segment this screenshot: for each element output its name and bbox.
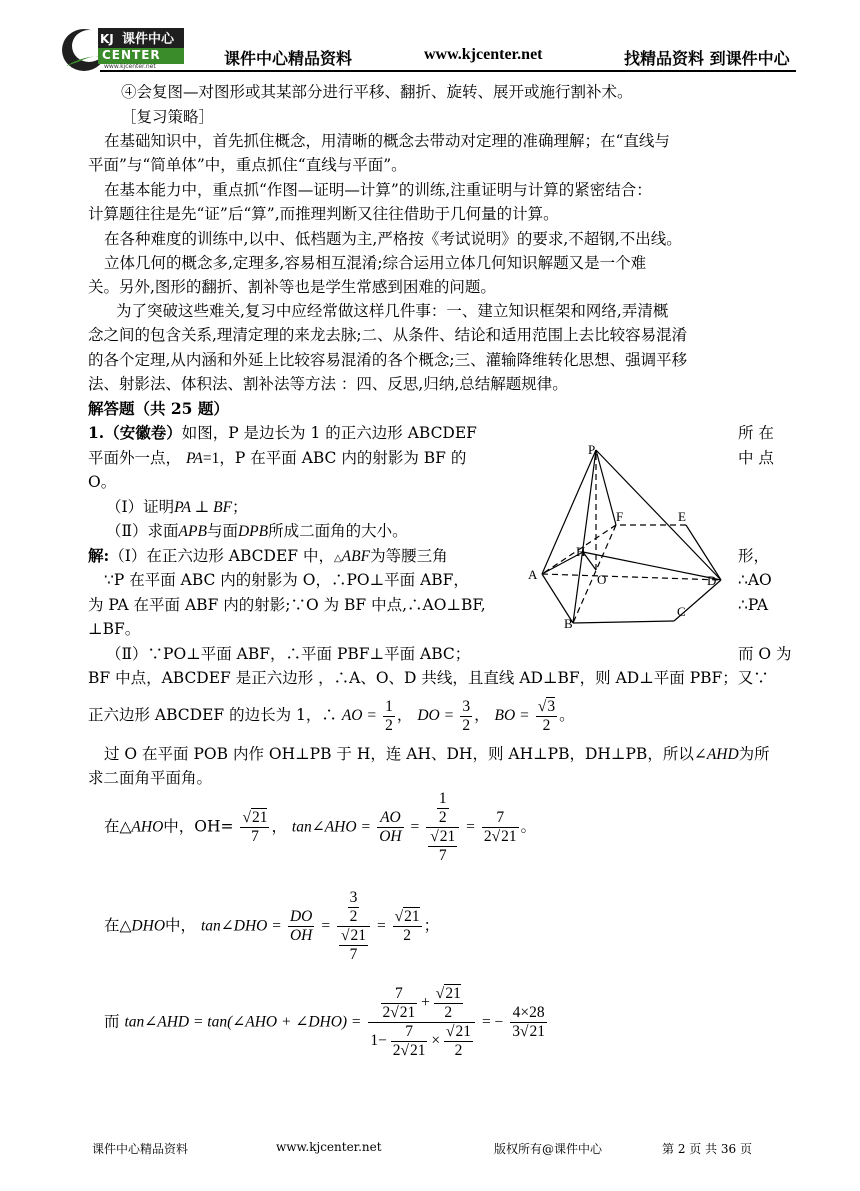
frac-sqrt3-half: $\frac{√3}{2}$ [537,697,556,734]
para-4a: 立体几何的概念多,定理多,容易相互混淆;综合运用立体几何知识解题又是一个难 [104,254,647,272]
solution-line-1: 解:（Ⅰ）在正六边形 ABCDEF 中，△ABF为等腰三角 [88,546,448,565]
tan-dho-line: 在△DHO中， tan∠DHO = $\frac{DO}{OH}$ = $\frac{\frac{3}{2}}{\frac{√21}{7}}$ = $\frac{√21}{2}$ ； [104,889,440,963]
solution-line-3-tail: ∴PA [738,596,769,614]
solution-line-2: ∵P 在平面 ABC 内的射影为 O，∴PO⊥平面 ABF， [104,571,469,589]
compound-frac-ahd: $\frac{7}{2√21}$ + $\frac{√21}{2}$ 1− $\frac{7}{2√21}$ × $\frac{√21}{2}$ [368,985,475,1060]
para-2b: 计算题往往是先“证”后“算”,而推理判断又往往借助于几何量的计算。 [88,205,559,223]
review-item-4: ④会复图—对图形或其某部分进行平移、翻折、旋转、展开或施行割补术。 [121,83,633,101]
frac-one-half: $\frac{1}{2}$ [385,697,393,734]
logo-text-en: CENTER [102,48,161,62]
problem-line-2-tail: 中 点 [738,449,774,467]
para-1a: 在基础知识中，首先抓住概念，用清晰的概念去带动对定理的准确理解；在“直线与 [104,132,670,150]
footer-left: 课件中心精品资料 [92,1142,189,1156]
footer-center: www.kjcenter.net [276,1140,382,1154]
para-5d: 法、射影法、体积法、割补法等方法 ：四、反思,归纳,总结解题规律。 [88,375,568,393]
frac-three-half: $\frac{3}{2}$ [462,697,471,734]
problem-line-3: O。 [88,473,117,491]
solution-line-3: 为 PA 在平面 ABF 内的射影;∵O 为 BF 中点,∴AO⊥BF, [88,596,486,614]
problem-line-1: 1.（安徽卷）如图，P 是边长为 1 的正六边形 ABCDEF [88,423,477,442]
label-d: D [707,573,717,588]
logo-text-cn: 课件中心 [122,32,175,47]
strategy-heading: ［复习策略］ [121,108,215,126]
label-e: E [678,509,686,524]
para-4b: 关。另外,图形的翻折、割补等也是学生常感到困难的问题。 [88,278,496,296]
para-5a: 为了突破这些难关,复习中应经常做这样几件事：一、建立知识框架和网络,弄清概 [116,302,669,320]
logo-mark: KJ [100,32,114,46]
solution-line-6: BF 中点，ABCDEF 是正六边形 ，∴A、O、D 共线，且直线 AD⊥BF，则 AD⊥平面 PBF；又∵ [88,669,769,687]
edge-pd [596,450,721,580]
edge-de [686,525,721,580]
logo-url: www.kjcenter.net [104,63,156,70]
para-5c: 的各个定理,从内涵和外延上比较容易混淆的各个概念;三、灌输降维转化思想、强调平移 [88,351,688,369]
para-3: 在各种难度的训练中,以中、低档题为主,严格按《考试说明》的要求,不超钢,不出线。 [104,230,682,248]
solution-line-7: 正六边形 ABCDEF 的边长为 1，∴ AO = $\frac{1}{2}$ ， DO = $\frac{3}{2}$ ， BO = $\frac{√3}{2}$ 。 [88,697,575,734]
page-number: 第 2 页 共 36 页 [662,1142,752,1156]
logo [58,22,188,74]
label-h: H [576,544,586,559]
label-c: C [677,604,686,619]
solution-line-9: 求二面角平面角。 [88,769,213,787]
solution-line-8: 过 O 在平面 POB 内作 OH⊥PB 于 H，连 AH、DH，则 AH⊥PB，DH⊥PB，所以∠AHD为所 [104,745,770,763]
section-title: 解答题（共 25 题） [88,399,229,418]
question-2: （Ⅱ）求面APB与面DPB所成二面角的大小。 [106,522,408,540]
tan-aho-line: 在△AHO中，OH= $\frac{√21}{7}$ ， tan∠AHO = $\frac{AO}{OH}$ = $\frac{\frac{1}{2}}{\frac{√21}{7}}$ = $\frac{7}{2√21}$ 。 [104,790,537,864]
problem-line-2: 平面外一点， PA=1，P 在平面 ABC 内的射影为 BF 的 [88,449,467,467]
solution-line-4: ⊥BF。 [88,620,141,638]
solution-line-1-tail: 形， [738,547,770,565]
tan-ahd-line: 而 tan∠AHD = tan(∠AHO + ∠DHO) = $\frac{7}{2√21}$ + $\frac{√21}{2}$ 1− $\frac{7}{2√21}$ × $\frac{√21}{2}$ = − $\frac{4\times 28}{3√21}$ [104,985,545,1059]
header-rule [100,70,796,72]
label-f: F [616,509,624,524]
label-p: P [588,442,596,457]
edge-bc [573,621,674,623]
question-1: （Ⅰ）证明PA ⊥ BF； [106,498,248,516]
header-center: www.kjcenter.net [424,46,543,63]
header-left: 课件中心精品资料 [224,49,353,68]
solution-line-5-tail: 而 O 为 [738,645,792,663]
para-2a: 在基本能力中，重点抓“作图—证明—计算”的训练,注重证明与计算的紧密结合： [104,181,652,199]
footer-right: 版权所有@课件中心 [494,1142,603,1156]
label-a: A [528,567,538,582]
solution-line-5: （Ⅱ）∵PO⊥平面 ABF，∴平面 PBF⊥平面 ABC； [106,645,471,663]
label-o: O [597,572,607,587]
geometry-figure [520,440,730,630]
para-5b: 念之间的包含关系,理清定理的来龙去脉;二、从条件、结论和适用范围上去比较容易混淆 [88,326,688,344]
header-right: 找精品资料 到课件中心 [624,49,790,68]
solution-line-2-tail: ∴AO [738,571,772,589]
label-b: B [564,616,573,630]
problem-line-1-tail: 所 在 [738,424,774,442]
para-1b: 平面”与“简单体”中，重点抓住“直线与平面”。 [88,156,407,174]
compound-frac-aho: $\frac{\frac{1}{2}}{\frac{√21}{7}}$ [426,790,459,865]
compound-frac-dho: $\frac{\frac{3}{2}}{\frac{√21}{7}}$ [337,889,370,964]
